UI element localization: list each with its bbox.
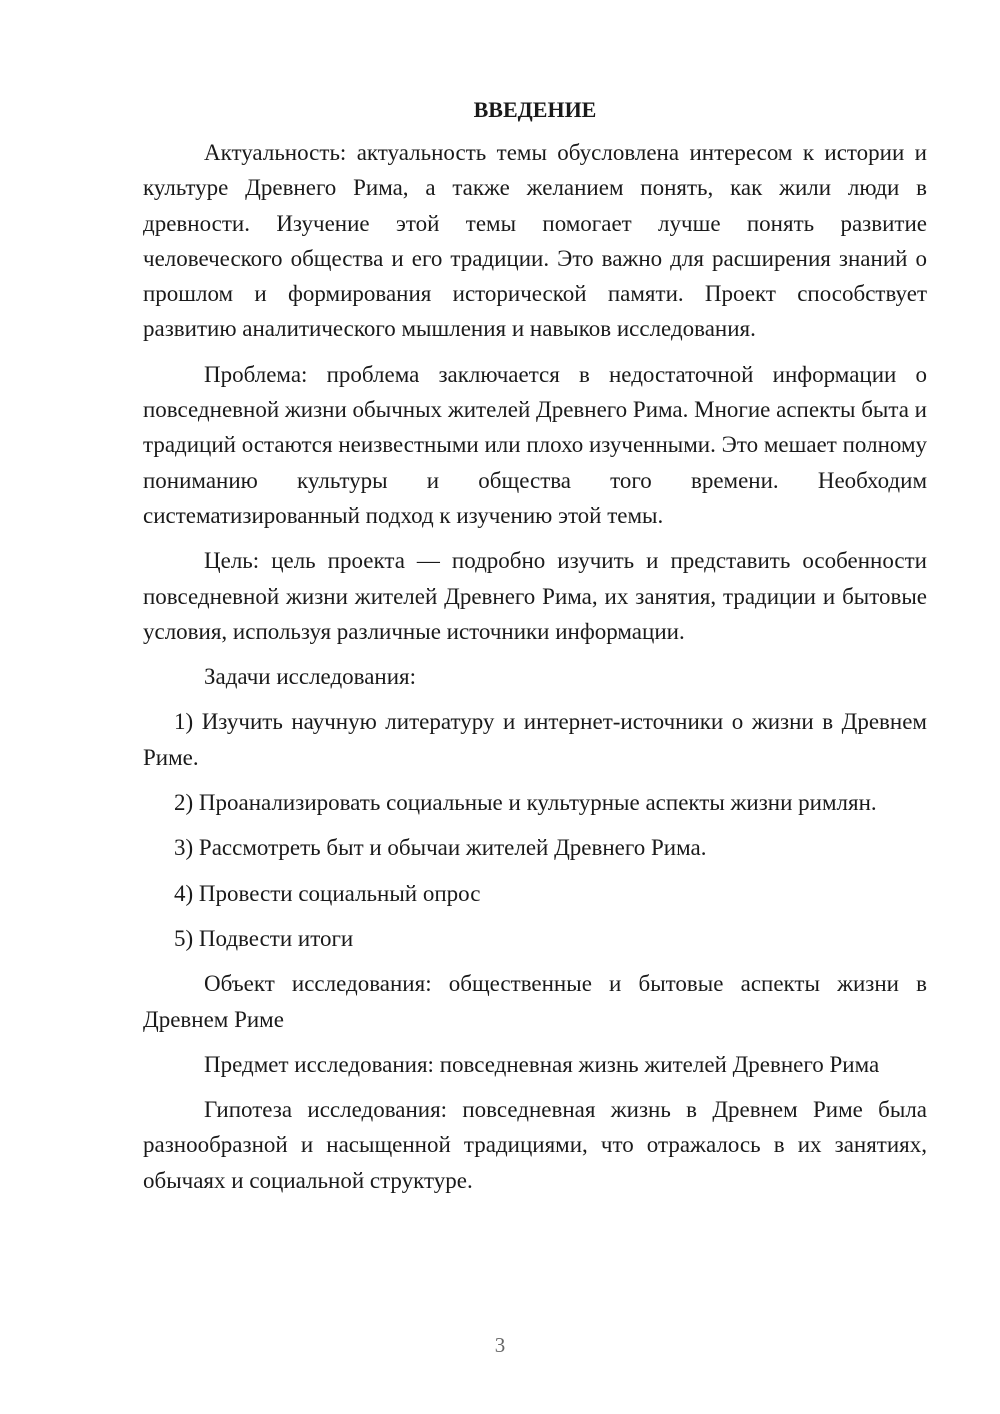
task-item-1: 1) Изучить научную литературу и интернет-источники о жизни в Древнем Риме. <box>143 709 927 770</box>
tasks-heading: Задачи исследования: <box>204 664 417 690</box>
document-page <box>143 92 927 1208</box>
page-number: 3 <box>494 1333 506 1357</box>
object-paragraph: Объект исследования: общественные и бытовые аспекты жизни в Древнем Риме <box>143 971 927 1032</box>
hypothesis-paragraph: Гипотеза исследования: повседневная жизнь в Древнем Риме была разнообразной и насыщенной традициями, что отражалось в их занятиях, обычаях и социальной структуре. <box>143 1097 927 1193</box>
task-item-4: 4) Провести социальный опрос <box>174 880 481 906</box>
section-title: ВВЕДЕНИЕ <box>473 97 597 122</box>
goal-paragraph: Цель: цель проекта — подробно изучить и представить особенности повседневной жизни жителей Древнего Рима, их занятия, традиции и бытовые условия, используя различные источники информации. <box>143 548 927 644</box>
relevance-paragraph: Актуальность: актуальность темы обусловлена интересом к истории и культуре Древнего Рима, а также желанием понять, как жили люди в древности. Изучение этой темы помогает лучше понять развитие человеческого общества и его традиции. Это важно для расширения знаний о прошлом и формирования исторической памяти. Проект способствует развитию аналитического мышления и навыков исследования. <box>143 140 927 342</box>
task-item-3: 3) Рассмотреть быт и обычаи жителей Древнего Рима. <box>174 835 707 861</box>
problem-paragraph: Проблема: проблема заключается в недостаточной информации о повседневной жизни обычных жителей Древнего Рима. Многие аспекты быта и традиций остаются неизвестными или плохо изученными. Это мешает полному пониманию культуры и общества того времени. Необходим систематизированный подход к изучению этой темы. <box>143 361 927 528</box>
task-item-2: 2) Проанализировать социальные и культурные аспекты жизни римлян. <box>174 790 877 816</box>
subject-paragraph: Предмет исследования: повседневная жизнь жителей Древнего Рима <box>204 1051 880 1077</box>
task-item-5: 5) Подвести итоги <box>174 925 354 951</box>
